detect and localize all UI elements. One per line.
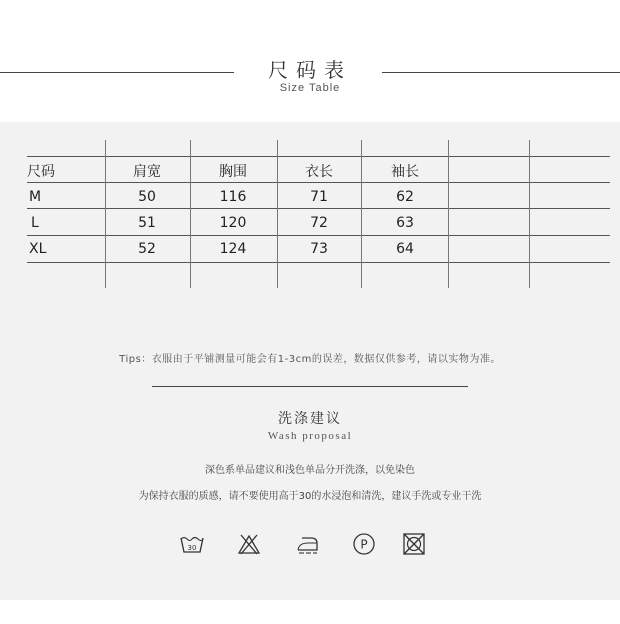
dry-clean-p-icon bbox=[351, 532, 377, 556]
wash-subtitle: Wash proposal bbox=[267, 430, 353, 442]
size-table bbox=[27, 140, 610, 288]
table-header-cell: 衣长 bbox=[305, 164, 333, 180]
table-cell: 62 bbox=[396, 189, 414, 205]
wash-advice-line-2: 为保持衣服的质感，请不要使用高于30的水浸泡和清洗，建议手洗或专业干洗 bbox=[138, 491, 482, 502]
no-tumble-dry-icon bbox=[401, 532, 427, 556]
wash-advice-line-1: 深色系单品建议和浅色单品分开洗涤，以免染色 bbox=[205, 465, 415, 476]
table-rule bbox=[27, 208, 610, 209]
table-col-rule bbox=[448, 140, 449, 288]
table-cell: 50 bbox=[138, 189, 156, 205]
wash-title: 洗涤建议 bbox=[278, 411, 342, 427]
table-rule bbox=[27, 262, 610, 263]
table-rule bbox=[27, 156, 610, 157]
table-cell: 120 bbox=[219, 215, 247, 231]
table-col-rule bbox=[361, 140, 362, 288]
table-cell: 64 bbox=[396, 241, 414, 257]
table-header-cell: 胸围 bbox=[219, 164, 247, 180]
table-col-rule bbox=[190, 140, 191, 288]
table-rule bbox=[27, 182, 610, 183]
wash-30-icon bbox=[179, 532, 205, 556]
table-header-cell: 袖长 bbox=[391, 164, 419, 180]
iron-low-icon bbox=[294, 532, 320, 556]
no-bleach-icon bbox=[236, 532, 262, 556]
table-cell: M bbox=[29, 189, 42, 205]
bottom-strip bbox=[0, 600, 620, 624]
table-header-cell: 肩宽 bbox=[133, 164, 161, 180]
table-cell: 71 bbox=[310, 189, 328, 205]
table-cell: 72 bbox=[310, 215, 328, 231]
page-title: 尺码表 bbox=[268, 58, 352, 82]
header bbox=[0, 0, 620, 122]
table-col-rule bbox=[105, 140, 106, 288]
table-col-rule bbox=[277, 140, 278, 288]
tips-text: Tips：衣服由于平铺测量可能会有1-3cm的误差，数据仅供参考，请以实物为准。 bbox=[119, 354, 501, 365]
table-cell: 116 bbox=[219, 189, 247, 205]
wash-temperature: 30 bbox=[187, 544, 197, 552]
table-col-rule bbox=[529, 140, 530, 288]
page-subtitle: Size Table bbox=[279, 82, 341, 94]
table-cell: 52 bbox=[138, 241, 156, 257]
dry-clean-letter: P bbox=[360, 537, 368, 552]
table-rule bbox=[27, 235, 610, 236]
table-cell: L bbox=[31, 215, 39, 231]
table-cell: 73 bbox=[310, 241, 328, 257]
table-cell: 51 bbox=[138, 215, 156, 231]
table-header-cell: 尺码 bbox=[27, 164, 55, 180]
table-cell: 124 bbox=[219, 241, 247, 257]
table-cell: 63 bbox=[396, 215, 414, 231]
table-cell: XL bbox=[29, 241, 47, 257]
section-divider bbox=[152, 386, 468, 387]
